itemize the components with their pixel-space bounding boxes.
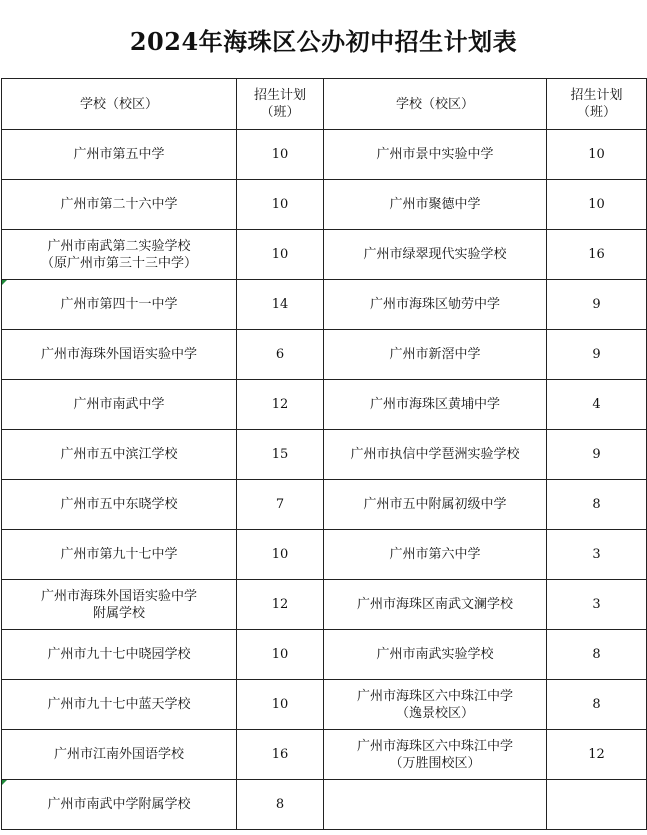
header-plan-left: 招生计划 （班）	[237, 79, 324, 130]
table-row	[2, 330, 647, 380]
table-row	[2, 780, 647, 830]
plan-count-right: 3	[547, 580, 647, 630]
school-name-left: 广州市南武第二实验学校 （原广州市第三十三中学）	[2, 230, 237, 280]
table-row	[2, 630, 647, 680]
plan-count-right: 9	[547, 330, 647, 380]
plan-count-left: 8	[237, 780, 324, 830]
school-name-left: 广州市第五中学	[2, 130, 237, 180]
school-name-left: 广州市第四十一中学	[2, 280, 237, 330]
plan-count-left: 15	[237, 430, 324, 480]
school-name-right: 广州市五中附属初级中学	[324, 480, 547, 530]
table-row	[2, 580, 647, 630]
school-name-right: 广州市新滘中学	[324, 330, 547, 380]
school-name-right: 广州市海珠区黄埔中学	[324, 380, 547, 430]
school-name-right: 广州市海珠区六中珠江中学 （万胜围校区）	[324, 730, 547, 780]
cell-marker	[2, 280, 7, 285]
plan-count-left: 10	[237, 530, 324, 580]
school-name-left: 广州市南武中学附属学校	[2, 780, 237, 830]
school-name-right: 广州市南武实验学校	[324, 630, 547, 680]
header-school-left: 学校（校区）	[2, 79, 237, 130]
school-name-left: 广州市南武中学	[2, 380, 237, 430]
plan-count-left: 7	[237, 480, 324, 530]
table-row	[2, 530, 647, 580]
plan-count-left: 12	[237, 580, 324, 630]
plan-count-right: 9	[547, 430, 647, 480]
table-row	[2, 130, 647, 180]
school-name-left: 广州市海珠外国语实验中学	[2, 330, 237, 380]
plan-count-right: 8	[547, 630, 647, 680]
plan-count-right: 10	[547, 180, 647, 230]
school-name-left: 广州市五中滨江学校	[2, 430, 237, 480]
plan-count-left: 16	[237, 730, 324, 780]
school-name-left: 广州市海珠外国语实验中学 附属学校	[2, 580, 237, 630]
plan-count-left: 10	[237, 680, 324, 730]
plan-count-right: 10	[547, 130, 647, 180]
school-name-left: 广州市第九十七中学	[2, 530, 237, 580]
plan-count-right: 9	[547, 280, 647, 330]
table-row	[2, 180, 647, 230]
school-name-left: 广州市五中东晓学校	[2, 480, 237, 530]
plan-count-right: 16	[547, 230, 647, 280]
school-name-right: 广州市海珠区六中珠江中学 （逸景校区）	[324, 680, 547, 730]
school-name-left: 广州市九十七中晓园学校	[2, 630, 237, 680]
header-row	[2, 79, 647, 130]
school-name-right: 广州市执信中学琶洲实验学校	[324, 430, 547, 480]
plan-count-left: 10	[237, 180, 324, 230]
enrollment-plan-table	[1, 78, 647, 830]
table-row	[2, 380, 647, 430]
school-name-right: 广州市绿翠现代实验学校	[324, 230, 547, 280]
plan-count-left: 6	[237, 330, 324, 380]
cell-marker	[2, 780, 7, 785]
school-name-right: 广州市海珠区南武文澜学校	[324, 580, 547, 630]
school-name-right: 广州市第六中学	[324, 530, 547, 580]
header-school-right: 学校（校区）	[324, 79, 547, 130]
table-row	[2, 480, 647, 530]
table-row	[2, 730, 647, 780]
plan-count-right: 8	[547, 680, 647, 730]
plan-count-right: 8	[547, 480, 647, 530]
school-name-right: 广州市海珠区劬劳中学	[324, 280, 547, 330]
plan-count-right: 12	[547, 730, 647, 780]
school-name-right: 广州市景中实验中学	[324, 130, 547, 180]
plan-count-left: 10	[237, 230, 324, 280]
plan-count-left: 12	[237, 380, 324, 430]
page-title: 2024年海珠区公办初中招生计划表	[129, 26, 518, 56]
school-name-left: 广州市九十七中蓝天学校	[2, 680, 237, 730]
table-row	[2, 680, 647, 730]
plan-count-right: 4	[547, 380, 647, 430]
school-name-right: 广州市聚德中学	[324, 180, 547, 230]
school-name-left: 广州市第二十六中学	[2, 180, 237, 230]
plan-count-right	[547, 780, 647, 830]
plan-count-left: 10	[237, 130, 324, 180]
school-name-left: 广州市江南外国语学校	[2, 730, 237, 780]
table-row	[2, 280, 647, 330]
school-name-right	[324, 780, 547, 830]
table-row	[2, 230, 647, 280]
plan-count-left: 10	[237, 630, 324, 680]
plan-count-left: 14	[237, 280, 324, 330]
table-row	[2, 430, 647, 480]
header-plan-right: 招生计划 （班）	[547, 79, 647, 130]
plan-count-right: 3	[547, 530, 647, 580]
